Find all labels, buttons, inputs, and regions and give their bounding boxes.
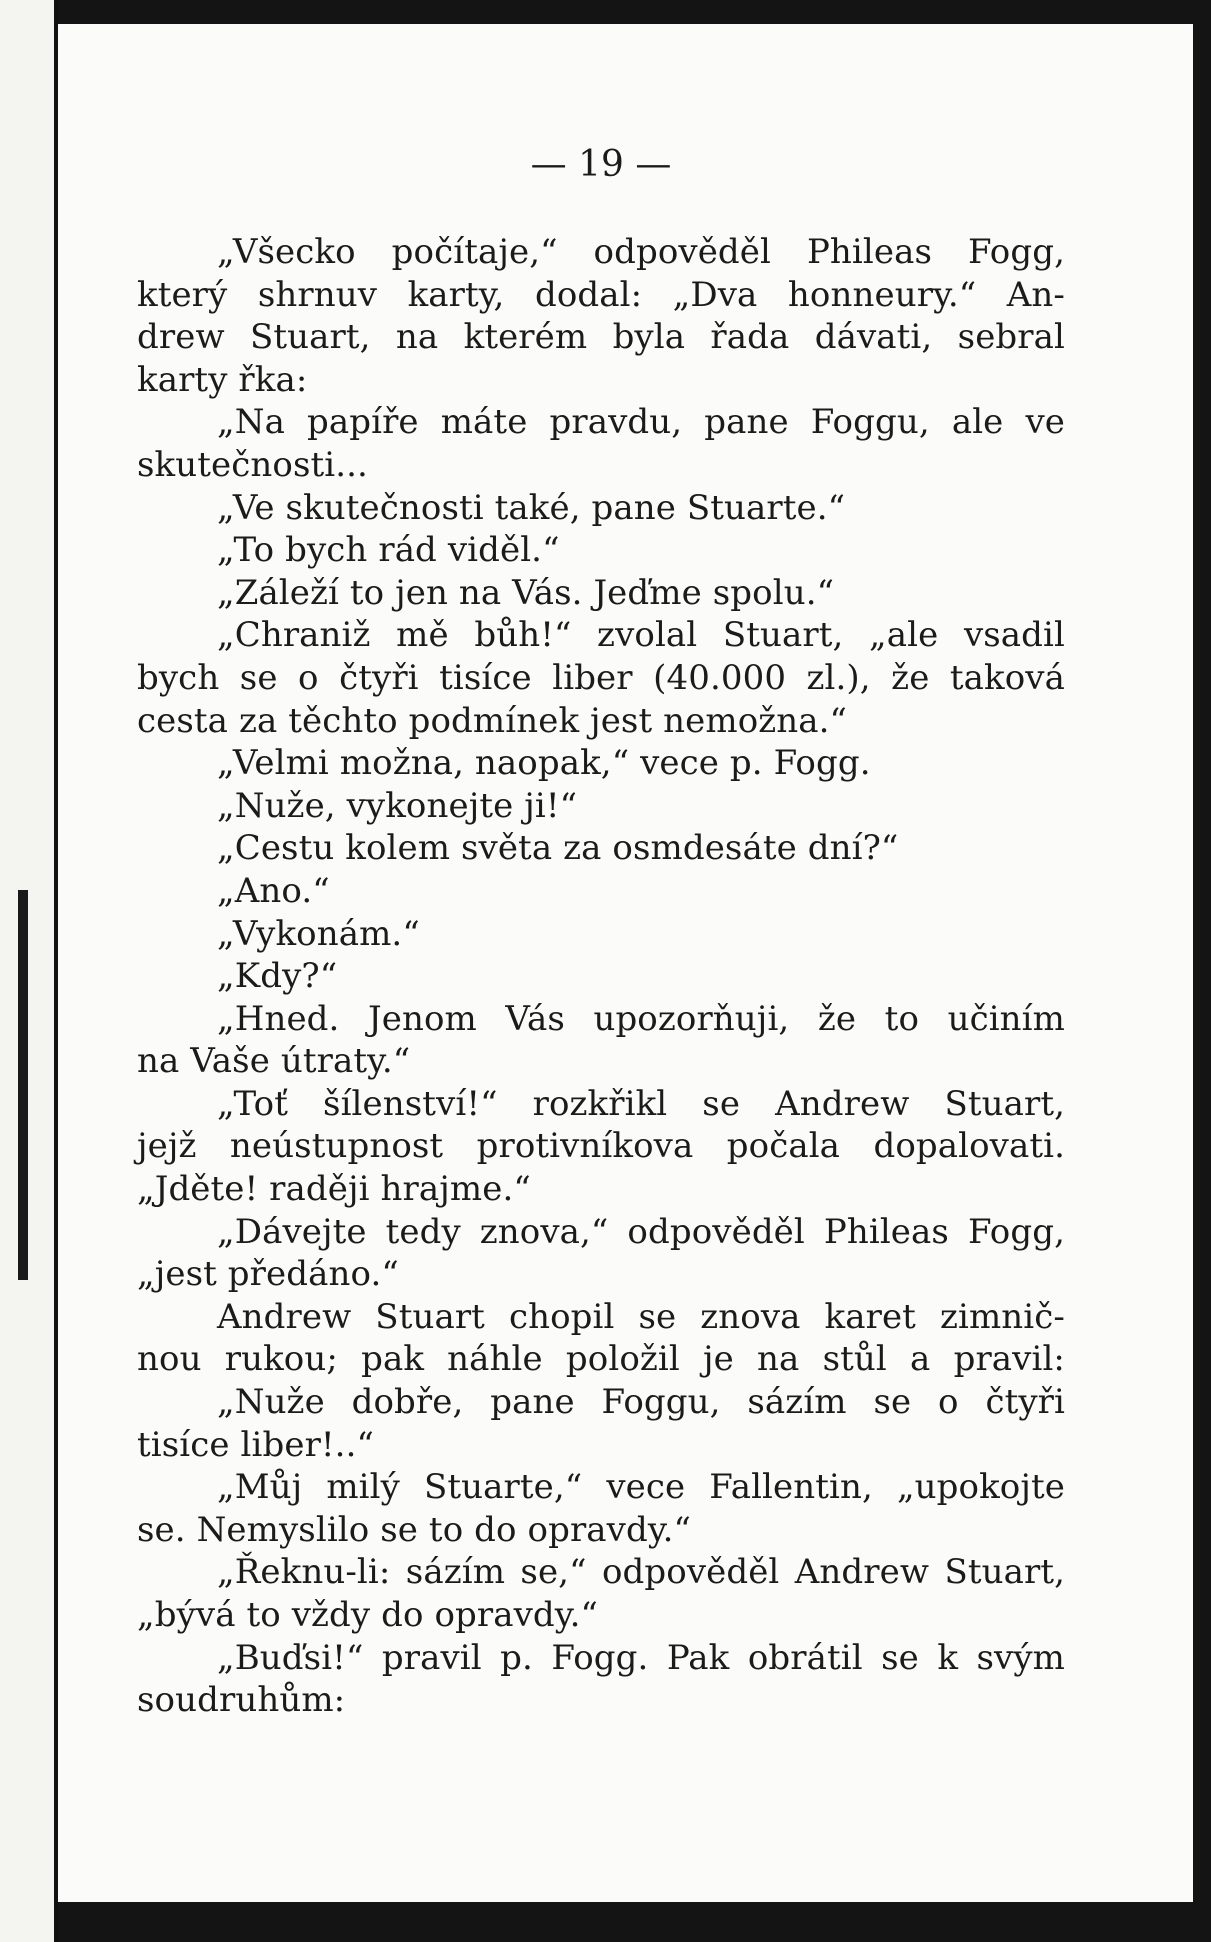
binding-edge <box>0 0 58 1942</box>
text-line: jejž neústupnost protivníkova počala dopalovati. <box>137 1126 1065 1167</box>
text-line: „Na papíře máte pravdu, pane Foggu, ale ve <box>217 402 1065 443</box>
text-line: „Chraniž mě bůh!“ zvolal Stuart, „ale vsadil <box>217 615 1065 656</box>
text-line: bych se o čtyři tisíce liber (40.000 zl.), že taková <box>137 657 1065 698</box>
text-line: „Cestu kolem světa za osmdesáte dní?“ <box>217 828 899 869</box>
text-line: „Nuže, vykonejte ji!“ <box>217 785 578 826</box>
text-line: „Hned. Jenom Vás upozorňuji, že to učiním <box>217 998 1065 1039</box>
page-text-block <box>137 144 1065 1722</box>
text-line: „bývá to vždy do opravdy.“ <box>137 1595 598 1635</box>
text-line: „Buďsi!“ pravil p. Fogg. Pak obrátil se k svým <box>217 1637 1065 1678</box>
text-line: „Dávejte tedy znova,“ odpověděl Phileas Fogg, <box>217 1211 1065 1252</box>
text-line: tisíce liber!..“ <box>137 1424 374 1465</box>
text-line: „Velmi možna, naopak,“ vece p. Fogg. <box>217 743 871 784</box>
text-line: soudruhům: <box>137 1680 346 1721</box>
text-line: se. Nemyslilo se to do opravdy.“ <box>137 1509 692 1550</box>
text-line: karty řka: <box>137 359 308 400</box>
page-number: — 19 — <box>530 144 672 185</box>
text-line: „Kdy?“ <box>217 956 338 997</box>
text-line: „Všecko počítaje,“ odpověděl Phileas Fogg, <box>217 232 1065 272</box>
text-line: „Řeknu-li: sázím se,“ odpověděl Andrew Stuart, <box>217 1552 1065 1593</box>
text-line: „Toť šílenství!“ rozkřikl se Andrew Stuart, <box>217 1083 1065 1124</box>
text-line: „Vykonám.“ <box>217 913 420 954</box>
text-line: „Ve skutečnosti také, pane Stuarte.“ <box>217 487 846 528</box>
text-line: drew Stuart, na kterém byla řada dávati, sebral <box>137 317 1065 358</box>
text-line: „jest předáno.“ <box>137 1254 399 1295</box>
text-line: nou rukou; pak náhle položil je na stůl a pravil: <box>137 1339 1065 1380</box>
text-line: „Můj milý Stuarte,“ vece Fallentin, „upokojte <box>217 1467 1065 1508</box>
text-line: „Ano.“ <box>217 870 330 911</box>
text-line: cesta za těchto podmínek jest nemožna.“ <box>137 700 848 741</box>
text-line: „Jděte! raději hrajme.“ <box>137 1169 531 1210</box>
text-line: na Vaše útraty.“ <box>137 1041 411 1082</box>
text-line: „To bych rád viděl.“ <box>217 530 560 571</box>
text-line: který shrnuv karty, dodal: „Dva honneury.“ An- <box>137 274 1065 315</box>
binding-shadow-mark <box>18 890 28 1280</box>
text-line: „Záleží to jen na Vás. Jeďme spolu.“ <box>217 572 835 613</box>
text-line: skutečnosti... <box>137 444 368 485</box>
text-line: Andrew Stuart chopil se znova karet zimnič- <box>217 1296 1065 1337</box>
text-line: „Nuže dobře, pane Foggu, sázím se o čtyři <box>217 1382 1065 1423</box>
text-lines <box>137 231 1065 1722</box>
